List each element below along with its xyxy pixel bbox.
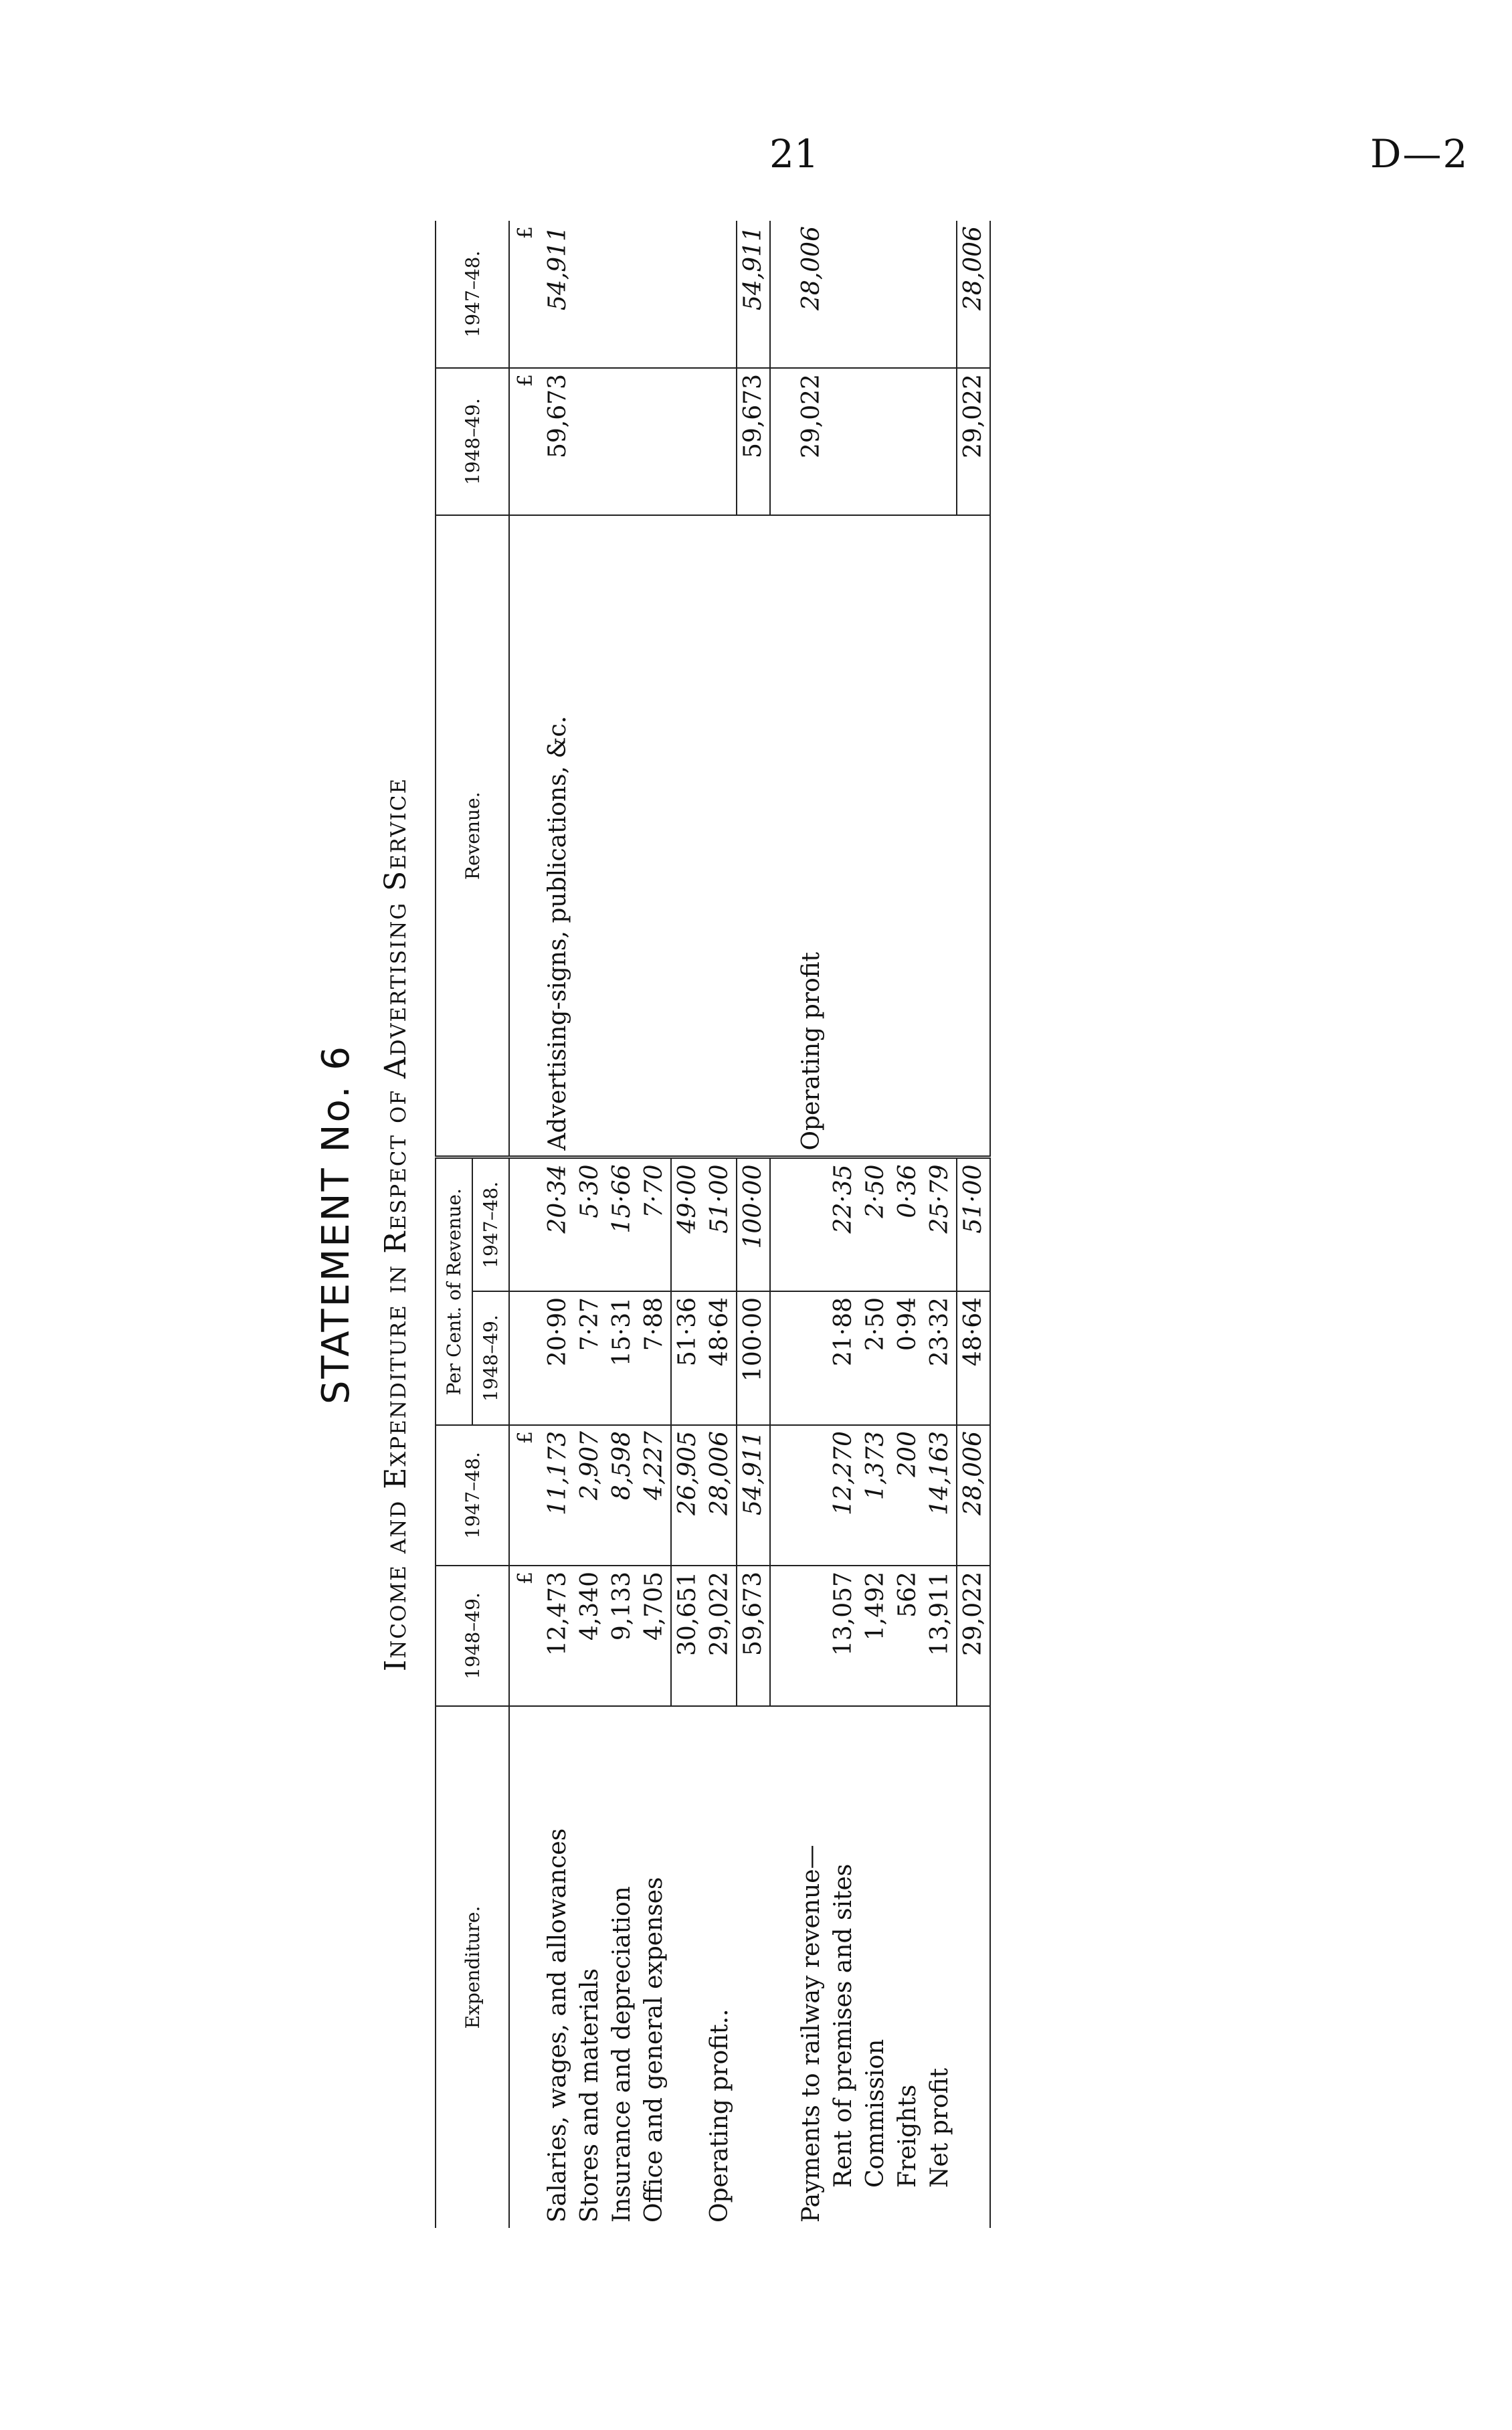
row-label: Commission — [862, 2039, 889, 2188]
cell-value: 0·94 — [892, 1291, 924, 1425]
row-label: Office and general expenses — [640, 1877, 668, 2223]
cell-value: 28,006 — [957, 1425, 990, 1566]
header-rev-1948-49: 1948–49. — [436, 368, 509, 515]
cell-value: 100·00 — [737, 1157, 770, 1291]
cell-value: 5·30 — [574, 1157, 606, 1291]
row-label: Freights — [894, 2084, 921, 2188]
header-pct-1947-48: 1947–48. — [472, 1157, 509, 1291]
cell-value: 51·36 — [671, 1291, 704, 1425]
total-row — [737, 221, 770, 2228]
table-row — [638, 221, 671, 2228]
cell-value: 562 — [892, 1566, 924, 1706]
header-per-cent: Per Cent. of Revenue. — [436, 1157, 472, 1425]
cell-value: 59,673 — [737, 1566, 770, 1706]
cell-value: 29,022 — [795, 368, 828, 515]
cell-value: 13,911 — [924, 1566, 957, 1706]
table-row — [542, 221, 574, 2228]
table-row — [924, 221, 957, 2228]
currency-row — [509, 221, 542, 2228]
cell-value: 21·88 — [828, 1291, 860, 1425]
cell-value: 20·34 — [542, 1157, 574, 1291]
cell-value: 12,270 — [828, 1425, 860, 1566]
cell-value: 20·90 — [542, 1291, 574, 1425]
cell-value: 1,492 — [860, 1566, 892, 1706]
cell-value: 200 — [892, 1425, 924, 1566]
cell-value: 49·00 — [671, 1157, 704, 1291]
currency-symbol: £ — [509, 368, 542, 515]
cell-value: 7·88 — [638, 1291, 671, 1425]
cell-value: 15·31 — [606, 1291, 638, 1425]
header-expenditure: Expenditure. — [436, 1706, 509, 2228]
table-row — [860, 221, 892, 2228]
cell-value: 30,651 — [671, 1566, 704, 1706]
row-label: Insurance and depreciation — [608, 1886, 636, 2223]
total-row — [957, 221, 990, 2228]
table-row — [704, 221, 737, 2228]
statement-title: STATEMENT No. 6 — [314, 1044, 358, 1404]
cell-value: 4,340 — [574, 1566, 606, 1706]
cell-value: 51·00 — [704, 1157, 737, 1291]
table-row — [606, 221, 638, 2228]
cell-value: 7·27 — [574, 1291, 606, 1425]
cell-value: 2·50 — [860, 1157, 892, 1291]
cell-value: 100·00 — [737, 1291, 770, 1425]
cell-value: 54,911 — [737, 1425, 770, 1566]
revenue-label-advertising: Advertising-signs, publications, &c. — [542, 515, 574, 1157]
cell-value: 23·32 — [924, 1291, 957, 1425]
cell-value: 4,227 — [638, 1425, 671, 1566]
row-label: Net profit — [926, 2067, 953, 2188]
cell-value: 25·79 — [924, 1157, 957, 1291]
revenue-label-operating-profit: Operating profit — [795, 515, 828, 1157]
rotated-statement — [288, 221, 1258, 2228]
header-pct-1948-49: 1948–49. — [472, 1291, 509, 1425]
cell-value: 54,911 — [737, 221, 770, 368]
cell-value: 28,006 — [795, 221, 828, 368]
cell-value: 9,133 — [606, 1566, 638, 1706]
cell-value: 59,673 — [542, 368, 574, 515]
cell-value: 22·35 — [828, 1157, 860, 1291]
currency-symbol: £ — [509, 1566, 542, 1706]
header-revenue: Revenue. — [436, 515, 509, 1157]
cell-value: 28,006 — [957, 221, 990, 368]
payments-heading-row — [795, 221, 828, 2228]
row-label: Operating profit.. — [706, 2008, 733, 2223]
cell-value: 2·50 — [860, 1291, 892, 1425]
cell-value: 51·00 — [957, 1157, 990, 1291]
row-label: Stores and materials — [576, 1968, 603, 2223]
page-reference: D—2 — [1370, 131, 1469, 177]
statement-table — [435, 221, 991, 2228]
cell-value: 59,673 — [737, 368, 770, 515]
cell-value: 29,022 — [704, 1566, 737, 1706]
cell-value: 11,173 — [542, 1425, 574, 1566]
table-row — [574, 221, 606, 2228]
cell-value: 54,911 — [542, 221, 574, 368]
subtotal-row — [671, 221, 704, 2228]
cell-value: 48·64 — [704, 1291, 737, 1425]
page-number: 21 — [769, 131, 819, 177]
cell-value: 0·36 — [892, 1157, 924, 1291]
cell-value: 14,163 — [924, 1425, 957, 1566]
cell-value: 29,022 — [957, 368, 990, 515]
table-row — [828, 221, 860, 2228]
row-label: Salaries, wages, and allowances — [544, 1828, 571, 2223]
table-row — [892, 221, 924, 2228]
statement-subtitle: Income and Expenditure in Respect of Advertising Service — [379, 777, 413, 1672]
header-exp-1947-48: 1947–48. — [436, 1425, 509, 1566]
cell-value: 26,905 — [671, 1425, 704, 1566]
header-rev-1947-48: 1947–48. — [436, 221, 509, 368]
cell-value: 7·70 — [638, 1157, 671, 1291]
cell-value: 1,373 — [860, 1425, 892, 1566]
header-exp-1948-49: 1948–49. — [436, 1566, 509, 1706]
cell-value: 15·66 — [606, 1157, 638, 1291]
cell-value: 29,022 — [957, 1566, 990, 1706]
currency-symbol: £ — [509, 1425, 542, 1566]
cell-value: 4,705 — [638, 1566, 671, 1706]
cell-value: 28,006 — [704, 1425, 737, 1566]
cell-value: 2,907 — [574, 1425, 606, 1566]
cell-value: 12,473 — [542, 1566, 574, 1706]
currency-symbol: £ — [509, 221, 542, 368]
row-label: Rent of premises and sites — [830, 1863, 857, 2188]
cell-value: 48·64 — [957, 1291, 990, 1425]
cell-value: 13,057 — [828, 1566, 860, 1706]
payments-heading: Payments to railway revenue— — [797, 1845, 825, 2223]
cell-value: 8,598 — [606, 1425, 638, 1566]
